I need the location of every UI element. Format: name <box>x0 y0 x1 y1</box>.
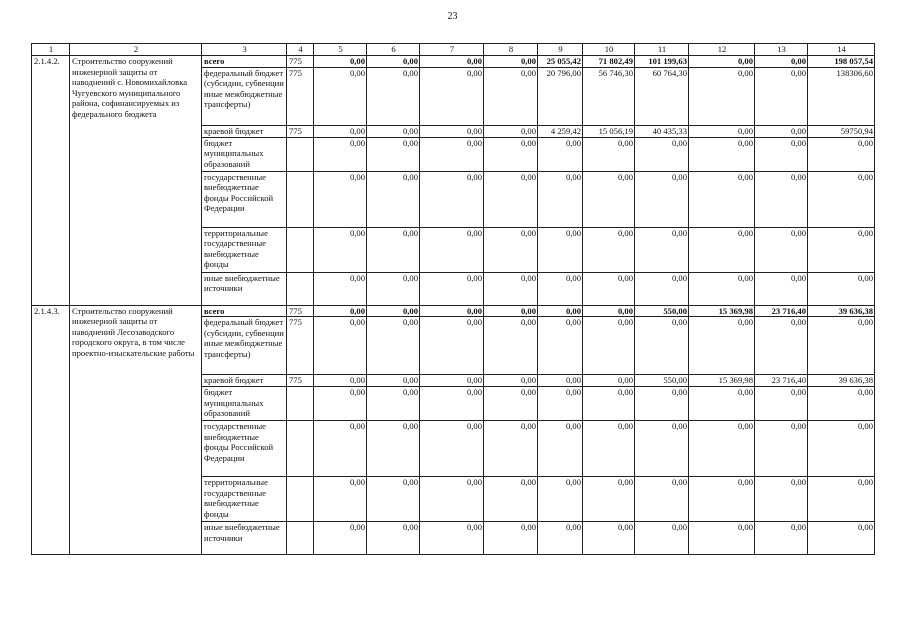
amount-col-14: 0,00 <box>808 227 875 272</box>
amount-col-11: 0,00 <box>635 272 689 305</box>
amount-col-9: 4 259,42 <box>538 125 583 137</box>
grbs-code <box>287 137 314 171</box>
amount-col-14: 39 636,38 <box>808 305 875 317</box>
grbs-code: 775 <box>287 317 314 375</box>
amount-col-7: 0,00 <box>420 305 484 317</box>
amount-col-8: 0,00 <box>484 56 538 68</box>
amount-col-10: 56 746,30 <box>583 67 635 125</box>
column-header-10: 10 <box>583 44 635 56</box>
amount-col-12: 0,00 <box>689 137 755 171</box>
amount-col-10: 0,00 <box>583 421 635 477</box>
amount-col-5: 0,00 <box>314 67 367 125</box>
funding-source: иные внебюджетные источники <box>202 522 287 555</box>
amount-col-13: 0,00 <box>755 227 808 272</box>
amount-col-13: 0,00 <box>755 477 808 522</box>
amount-col-6: 0,00 <box>367 522 420 555</box>
amount-col-9: 0,00 <box>538 137 583 171</box>
amount-col-12: 0,00 <box>689 56 755 68</box>
amount-col-10: 15 056,19 <box>583 125 635 137</box>
column-number-header <box>32 44 875 56</box>
funding-source: государственные внебюджетные фонды Российской Федерации <box>202 171 287 227</box>
amount-col-10: 0,00 <box>583 522 635 555</box>
grbs-code: 775 <box>287 56 314 68</box>
amount-col-5: 0,00 <box>314 272 367 305</box>
amount-col-11: 0,00 <box>635 317 689 375</box>
amount-col-7: 0,00 <box>420 56 484 68</box>
table-body <box>32 44 875 555</box>
amount-col-6: 0,00 <box>367 125 420 137</box>
amount-col-13: 0,00 <box>755 272 808 305</box>
amount-col-10: 0,00 <box>583 171 635 227</box>
amount-col-12: 15 369,98 <box>689 375 755 387</box>
amount-col-5: 0,00 <box>314 56 367 68</box>
amount-col-10: 0,00 <box>583 317 635 375</box>
amount-col-6: 0,00 <box>367 387 420 421</box>
table-row <box>32 305 875 317</box>
amount-col-11: 550,00 <box>635 375 689 387</box>
amount-col-10: 0,00 <box>583 227 635 272</box>
amount-col-14: 39 636,38 <box>808 375 875 387</box>
item-code: 2.1.4.3. <box>32 305 70 555</box>
amount-col-8: 0,00 <box>484 522 538 555</box>
amount-col-13: 23 716,40 <box>755 375 808 387</box>
amount-col-7: 0,00 <box>420 137 484 171</box>
amount-col-6: 0,00 <box>367 227 420 272</box>
amount-col-14: 0,00 <box>808 387 875 421</box>
funding-source: территориальные государственные внебюджетные фонды <box>202 477 287 522</box>
budget-table <box>31 43 875 555</box>
amount-col-9: 0,00 <box>538 522 583 555</box>
amount-col-13: 0,00 <box>755 171 808 227</box>
amount-col-11: 0,00 <box>635 421 689 477</box>
funding-source: федеральный бюджет (субсидии, субвенции иные межбюджетные трансферты) <box>202 67 287 125</box>
amount-col-12: 0,00 <box>689 317 755 375</box>
amount-col-14: 0,00 <box>808 421 875 477</box>
amount-col-6: 0,00 <box>367 67 420 125</box>
amount-col-8: 0,00 <box>484 67 538 125</box>
column-header-2: 2 <box>70 44 202 56</box>
amount-col-9: 20 796,00 <box>538 67 583 125</box>
amount-col-5: 0,00 <box>314 522 367 555</box>
amount-col-12: 0,00 <box>689 522 755 555</box>
amount-col-9: 0,00 <box>538 272 583 305</box>
amount-col-14: 59750,94 <box>808 125 875 137</box>
funding-source: всего <box>202 305 287 317</box>
amount-col-13: 0,00 <box>755 421 808 477</box>
funding-source: территориальные государственные внебюджетные фонды <box>202 227 287 272</box>
amount-col-9: 0,00 <box>538 477 583 522</box>
column-header-7: 7 <box>420 44 484 56</box>
amount-col-7: 0,00 <box>420 477 484 522</box>
amount-col-14: 0,00 <box>808 477 875 522</box>
column-header-12: 12 <box>689 44 755 56</box>
amount-col-9: 0,00 <box>538 227 583 272</box>
grbs-code <box>287 522 314 555</box>
page-number: 23 <box>447 11 458 22</box>
grbs-code <box>287 477 314 522</box>
amount-col-6: 0,00 <box>367 137 420 171</box>
amount-col-11: 0,00 <box>635 171 689 227</box>
amount-col-10: 71 802,49 <box>583 56 635 68</box>
grbs-code <box>287 227 314 272</box>
amount-col-14: 0,00 <box>808 522 875 555</box>
amount-col-5: 0,00 <box>314 305 367 317</box>
amount-col-8: 0,00 <box>484 227 538 272</box>
amount-col-10: 0,00 <box>583 375 635 387</box>
amount-col-7: 0,00 <box>420 375 484 387</box>
amount-col-12: 0,00 <box>689 227 755 272</box>
amount-col-13: 0,00 <box>755 125 808 137</box>
grbs-code: 775 <box>287 67 314 125</box>
column-header-6: 6 <box>367 44 420 56</box>
amount-col-9: 25 055,42 <box>538 56 583 68</box>
amount-col-9: 0,00 <box>538 305 583 317</box>
column-header-11: 11 <box>635 44 689 56</box>
amount-col-14: 138306,60 <box>808 67 875 125</box>
amount-col-6: 0,00 <box>367 272 420 305</box>
grbs-code <box>287 272 314 305</box>
amount-col-11: 0,00 <box>635 227 689 272</box>
column-header-9: 9 <box>538 44 583 56</box>
amount-col-11: 0,00 <box>635 522 689 555</box>
amount-col-5: 0,00 <box>314 387 367 421</box>
funding-source: бюджет муниципальных образований <box>202 137 287 171</box>
amount-col-13: 0,00 <box>755 317 808 375</box>
amount-col-11: 550,00 <box>635 305 689 317</box>
amount-col-7: 0,00 <box>420 125 484 137</box>
amount-col-12: 0,00 <box>689 421 755 477</box>
amount-col-5: 0,00 <box>314 137 367 171</box>
table-row <box>32 56 875 68</box>
amount-col-6: 0,00 <box>367 305 420 317</box>
amount-col-6: 0,00 <box>367 317 420 375</box>
amount-col-10: 0,00 <box>583 137 635 171</box>
amount-col-10: 0,00 <box>583 305 635 317</box>
amount-col-8: 0,00 <box>484 421 538 477</box>
amount-col-11: 60 764,30 <box>635 67 689 125</box>
amount-col-12: 0,00 <box>689 171 755 227</box>
column-header-13: 13 <box>755 44 808 56</box>
item-title: Строительство сооружений инженерной защиты от наводнений с. Новомихайловка Чугуевского муниципального района, софинансируемых из федерального бюджета <box>70 56 202 306</box>
amount-col-8: 0,00 <box>484 387 538 421</box>
amount-col-8: 0,00 <box>484 477 538 522</box>
amount-col-14: 0,00 <box>808 272 875 305</box>
amount-col-13: 0,00 <box>755 137 808 171</box>
amount-col-9: 0,00 <box>538 171 583 227</box>
amount-col-5: 0,00 <box>314 171 367 227</box>
amount-col-7: 0,00 <box>420 522 484 555</box>
amount-col-5: 0,00 <box>314 317 367 375</box>
amount-col-12: 15 369,98 <box>689 305 755 317</box>
amount-col-7: 0,00 <box>420 317 484 375</box>
grbs-code: 775 <box>287 305 314 317</box>
amount-col-12: 0,00 <box>689 477 755 522</box>
amount-col-12: 0,00 <box>689 272 755 305</box>
grbs-code: 775 <box>287 375 314 387</box>
amount-col-13: 0,00 <box>755 387 808 421</box>
amount-col-14: 0,00 <box>808 171 875 227</box>
amount-col-8: 0,00 <box>484 137 538 171</box>
amount-col-11: 0,00 <box>635 387 689 421</box>
amount-col-5: 0,00 <box>314 227 367 272</box>
amount-col-14: 198 057,54 <box>808 56 875 68</box>
amount-col-10: 0,00 <box>583 272 635 305</box>
column-header-4: 4 <box>287 44 314 56</box>
amount-col-7: 0,00 <box>420 387 484 421</box>
funding-source: бюджет муниципальных образований <box>202 387 287 421</box>
amount-col-14: 0,00 <box>808 317 875 375</box>
amount-col-12: 0,00 <box>689 67 755 125</box>
amount-col-7: 0,00 <box>420 227 484 272</box>
amount-col-6: 0,00 <box>367 171 420 227</box>
amount-col-6: 0,00 <box>367 56 420 68</box>
amount-col-5: 0,00 <box>314 477 367 522</box>
amount-col-5: 0,00 <box>314 421 367 477</box>
amount-col-6: 0,00 <box>367 477 420 522</box>
amount-col-13: 23 716,40 <box>755 305 808 317</box>
amount-col-12: 0,00 <box>689 125 755 137</box>
amount-col-5: 0,00 <box>314 375 367 387</box>
amount-col-9: 0,00 <box>538 375 583 387</box>
item-title: Строительство сооружений инженерной защиты от наводнений Лесозаводского городского округа, в том числе проектно-изыскательские работы <box>70 305 202 555</box>
amount-col-9: 0,00 <box>538 421 583 477</box>
amount-col-8: 0,00 <box>484 375 538 387</box>
grbs-code <box>287 387 314 421</box>
amount-col-7: 0,00 <box>420 272 484 305</box>
amount-col-7: 0,00 <box>420 171 484 227</box>
grbs-code: 775 <box>287 125 314 137</box>
amount-col-7: 0,00 <box>420 67 484 125</box>
amount-col-8: 0,00 <box>484 317 538 375</box>
column-header-3: 3 <box>202 44 287 56</box>
grbs-code <box>287 421 314 477</box>
amount-col-8: 0,00 <box>484 171 538 227</box>
amount-col-8: 0,00 <box>484 272 538 305</box>
amount-col-6: 0,00 <box>367 421 420 477</box>
grbs-code <box>287 171 314 227</box>
column-header-14: 14 <box>808 44 875 56</box>
column-header-5: 5 <box>314 44 367 56</box>
funding-source: всего <box>202 56 287 68</box>
amount-col-12: 0,00 <box>689 387 755 421</box>
amount-col-11: 0,00 <box>635 477 689 522</box>
amount-col-11: 0,00 <box>635 137 689 171</box>
amount-col-6: 0,00 <box>367 375 420 387</box>
funding-source: краевой бюджет <box>202 375 287 387</box>
amount-col-13: 0,00 <box>755 522 808 555</box>
column-header-8: 8 <box>484 44 538 56</box>
amount-col-10: 0,00 <box>583 387 635 421</box>
amount-col-8: 0,00 <box>484 125 538 137</box>
amount-col-5: 0,00 <box>314 125 367 137</box>
amount-col-14: 0,00 <box>808 137 875 171</box>
amount-col-9: 0,00 <box>538 387 583 421</box>
amount-col-11: 40 435,33 <box>635 125 689 137</box>
column-header-1: 1 <box>32 44 70 56</box>
amount-col-7: 0,00 <box>420 421 484 477</box>
item-code: 2.1.4.2. <box>32 56 70 306</box>
amount-col-13: 0,00 <box>755 67 808 125</box>
amount-col-11: 101 199,63 <box>635 56 689 68</box>
funding-source: федеральный бюджет (субсидии, субвенции иные межбюджетные трансферты) <box>202 317 287 375</box>
amount-col-10: 0,00 <box>583 477 635 522</box>
amount-col-13: 0,00 <box>755 56 808 68</box>
amount-col-8: 0,00 <box>484 305 538 317</box>
funding-source: государственные внебюджетные фонды Российской Федерации <box>202 421 287 477</box>
funding-source: иные внебюджетные источники <box>202 272 287 305</box>
amount-col-9: 0,00 <box>538 317 583 375</box>
funding-source: краевой бюджет <box>202 125 287 137</box>
